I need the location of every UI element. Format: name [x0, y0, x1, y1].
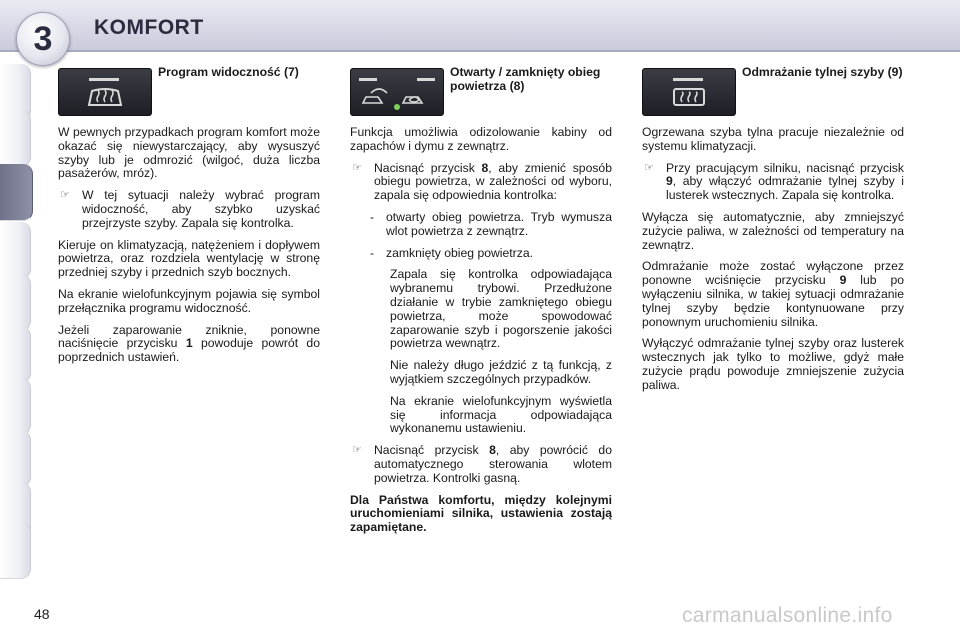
chapter-tab[interactable]	[0, 222, 31, 279]
bullet-text: Przy pracującym silniku, nacisnąć przycisk 9, aby włączyć odmrażanie tylnej szyby i lusterek wstecznych. Zapala się kontrolka.	[666, 160, 904, 203]
bullet-item	[350, 444, 612, 485]
chapter-tab[interactable]	[0, 378, 31, 435]
indented-paragraph: Nie należy długo jeździć z tą funkcją, z wyjątkiem szczególnych przypadków.	[390, 358, 612, 386]
air-recirculation-icon	[350, 68, 444, 116]
paragraph: W pewnych przypadkach program komfort może okazać się niewystarczający, aby wysuszyć szyby lub je odmrozić (wilgoć, duża liczba pasażerów, mróz).	[58, 125, 320, 181]
section-air-recirculation	[350, 66, 612, 543]
bullet-text: Nacisnąć przycisk 8, aby zmienić sposób obiegu powietrza, w zależności od wyboru, zapala się odpowiednia kontrolka:	[374, 160, 612, 203]
chapter-tab[interactable]	[0, 522, 31, 579]
button-number: 1	[185, 336, 193, 351]
dash-marker: -	[370, 209, 375, 224]
indented-paragraph: Zapala się kontrolka odpowiadająca wybranemu trybowi. Przedłużone działanie w trybie zamkniętego obiegu powietrza, może spowodować zaparowanie szyb i pogorszenie jakości powietrza wewnątrz.	[390, 267, 612, 351]
paragraph: Funkcja umożliwia odizolowanie kabiny od zapachów i dymu z zewnątrz.	[350, 125, 612, 153]
bullet-item	[58, 189, 320, 230]
section-rear-window-defrost	[642, 66, 904, 401]
chapter-number-badge	[16, 12, 70, 66]
header-rule	[0, 50, 960, 52]
bullet-item	[642, 162, 904, 203]
bold-note: Dla Państwa komfortu, między kolejnymi uruchomieniami silnika, ustawienia zostają zapamiętane.	[350, 492, 612, 535]
paragraph: Ogrzewana szyba tylna pracuje niezależnie od systemu klimatyzacji.	[642, 125, 904, 153]
pointing-hand-icon: ☞	[352, 444, 362, 457]
chapter-tab[interactable]	[0, 110, 31, 167]
section-header	[642, 66, 904, 116]
button-number: 9	[839, 273, 847, 288]
chapter-number: 3	[33, 19, 53, 58]
paragraph: Na ekranie wielofunkcyjnym pojawia się symbol przełącznika programu widoczność.	[58, 286, 320, 315]
bullet-text: Nacisnąć przycisk 8, aby powrócić do automatycznego sterowania wlotem powietrza. Kontrolki gasną.	[374, 443, 612, 485]
pointing-hand-icon: ☞	[352, 161, 362, 174]
rear-window-defrost-icon	[642, 68, 736, 116]
rear-defrost-icon	[58, 68, 152, 116]
paragraph: Wyłącza się automatycznie, aby zmniejszyć zużycie paliwa, w zależności od temperatury na zewnątrz.	[642, 209, 904, 252]
section-title: Otwarty / zamknięty obieg powietrza (8)	[450, 65, 601, 93]
indented-paragraph: Na ekranie wielofunkcyjnym wyświetla się informacja odpowiadająca wykonanemu ustawieniu.	[390, 393, 612, 436]
section-title: Program widoczność (7)	[158, 65, 299, 79]
chapter-tab[interactable]	[0, 326, 31, 383]
paragraph: Jeżeli zaparowanie zniknie, ponowne naciśnięcie przycisku 1 powoduje powrót do poprzednich ustawień.	[58, 322, 320, 365]
pointing-hand-icon: ☞	[644, 161, 654, 174]
dash-marker: -	[370, 245, 375, 260]
chapter-tab-active[interactable]	[0, 164, 33, 221]
bullet-item	[350, 162, 612, 203]
paragraph: Odmrażanie może zostać wyłączone przez ponowne wciśnięcie przycisku 9 lub po wyłączeniu silnika, w takiej sytuacji odmrażanie tylnej szyby będzie kontynuowane przy ponownym uruchomieniu silnika.	[642, 259, 904, 329]
bullet-text: W tej sytuacji należy wybrać program widoczność, aby szybko uzyskać przejrzyste szyby. Zapala się kontrolka.	[82, 188, 320, 230]
button-number: 8	[489, 443, 496, 458]
paragraph: Kieruje on klimatyzacją, natężeniem i dopływem powietrza, oraz rozdziela wentylację w stronę przedniej szyby i przednich szyb bocznych.	[58, 237, 320, 280]
section-header	[58, 66, 320, 116]
dash-text: zamknięty obieg powietrza.	[386, 245, 533, 260]
page-number: 48	[34, 606, 50, 622]
chapter-tab[interactable]	[0, 430, 31, 487]
chapter-tabs	[0, 64, 36, 579]
chapter-title: KOMFORT	[94, 16, 204, 39]
dash-text: otwarty obieg powietrza. Tryb wymusza wlot powietrza z zewnątrz.	[386, 209, 612, 238]
pointing-hand-icon: ☞	[60, 189, 70, 202]
section-header	[350, 66, 612, 116]
dash-item	[350, 211, 612, 239]
section-title: Odmrażanie tylnej szyby (9)	[742, 65, 903, 79]
watermark: carmanualsonline.info	[682, 604, 893, 627]
button-number: 9	[666, 174, 673, 189]
section-visibility-program	[58, 66, 320, 373]
paragraph: Wyłączyć odmrażanie tylnej szyby oraz lusterek wstecznych jak tylko to możliwe, gdyż małe zużycie prądu powoduje zmniejszenie zużycia paliwa.	[642, 336, 904, 392]
chapter-tab[interactable]	[0, 274, 31, 331]
button-number: 8	[481, 160, 489, 175]
dash-item	[350, 247, 612, 261]
